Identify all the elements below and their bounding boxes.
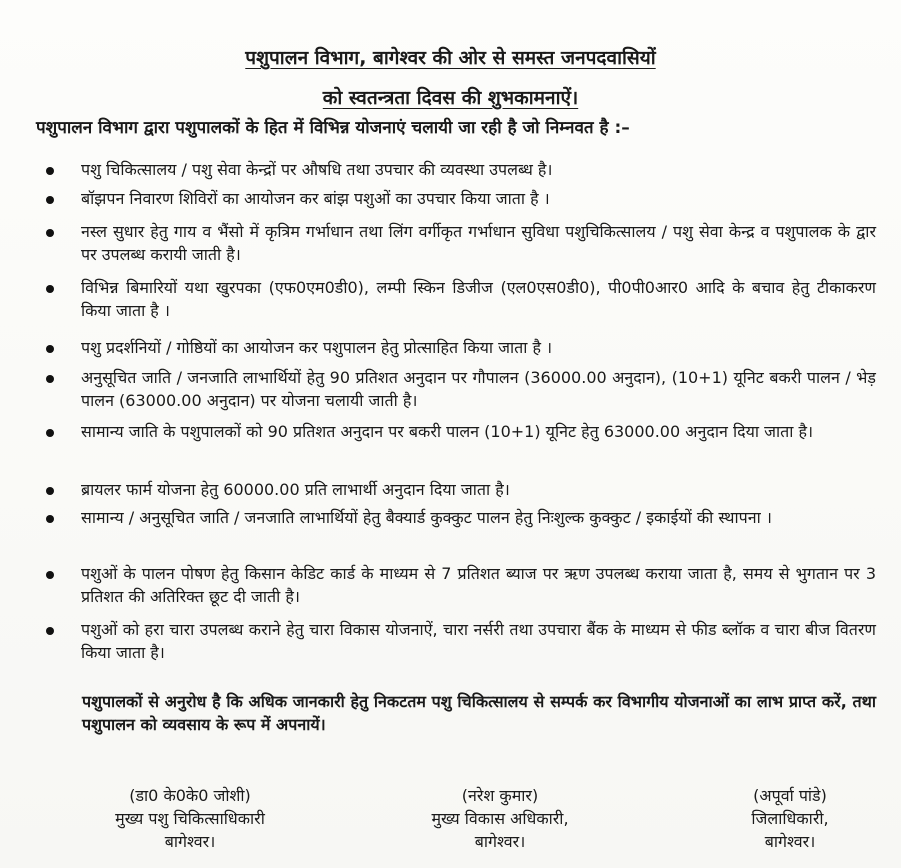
list-item (30, 366, 876, 412)
list-item (30, 276, 876, 322)
bullet-icon (46, 627, 54, 635)
list-item-text: नस्ल सुधार हेतु गाय व भैंसो में कृत्रिम गर्भाधान तथा लिंग वर्गीकृत गर्भाधान सुविधा पशुचिकित्सालय / पशु सेवा केन्द्र व पशुपालक के द्वार पर उपलब्ध करायी जाती है। (81, 222, 876, 264)
bullet-icon (46, 345, 54, 353)
bullet-icon (46, 167, 54, 175)
list-item (30, 478, 876, 501)
signatory-place: बागेश्वर। (764, 832, 816, 851)
list-item (30, 158, 876, 181)
bullet-icon (46, 375, 54, 383)
list-item-text: सामान्य जाति के पशुपालकों को 90 प्रतिशत अनुदान पर बकरी पालन (10+1) यूनिट हेतु 63000.00 अनुदान दिया जाता है। (81, 422, 814, 441)
signatory-name: (डा0 के0के0 जोशी) (129, 786, 251, 805)
list-item (30, 220, 876, 266)
signatory-block-cvo (80, 784, 300, 853)
bullet-icon (46, 429, 54, 437)
title-line-2 (0, 86, 901, 110)
bullet-icon (46, 196, 54, 204)
signatory-designation: जिलाधिकारी, (751, 809, 829, 828)
bullet-icon (46, 487, 54, 495)
signatory-name: (नरेश कुमार) (461, 786, 539, 805)
list-item (30, 506, 876, 529)
title-line-2-text: को स्वतन्त्रता दिवस की शुभकामनाऐं। (322, 87, 579, 109)
list-item-text: बॉझपन निवारण शिविरों का आयोजन कर बांझ पशुओं का उपचार किया जाता है । (81, 189, 550, 208)
title-line-1 (0, 46, 901, 70)
appeal-text: पशुपालकों से अनुरोध है कि अधिक जानकारी हेतु निकटतम पशु चिकित्सालय से सम्पर्क कर विभागीय योजनाओं का लाभ प्राप्त करें, तथा पशुपालन को व्यवसाय के रूप में अपनायें। (82, 692, 876, 734)
list-item-text: ब्रायलर फार्म योजना हेतु 60000.00 प्रति लाभार्थी अनुदान दिया जाता है। (81, 480, 510, 499)
list-item-text: पशुओं के पालन पोषण हेतु किसान केडिट कार्ड के माध्यम से 7 प्रतिशत ब्याज पर ऋण उपलब्ध कराया जाता है, समय से भुगतान पर 3 प्रतिशत की अतिरिक्त छूट दी जाती है। (81, 564, 876, 606)
list-item-text: पशुओं को हरा चारा उपलब्ध कराने हेतु चारा विकास योजनाऐं, चारा नर्सरी तथा उपचारा बैंक के माध्यम से फीड ब्लॉक व चारा बीज वितरण किया जाता है। (81, 620, 876, 662)
signatory-designation: मुख्य विकास अधिकारी, (431, 809, 569, 828)
list-item (30, 420, 876, 443)
list-item (30, 618, 876, 664)
list-item-text: अनुसूचित जाति / जनजाति लाभार्थियों हेतु 90 प्रतिशत अनुदान पर गौपालन (36000.00 अनुदान), (10+1) यूनिट बकरी पालन / भेड़ पालन (63000.00 अनुदान) पर योजना चलायी जाती है। (81, 368, 876, 410)
signatory-designation: मुख्य पशु चिकित्साधिकारी (115, 809, 265, 828)
list-item (30, 336, 876, 359)
signatory-name: (अपूर्वा पांडे) (753, 786, 827, 805)
list-item (30, 187, 876, 210)
signatory-block-dm (700, 784, 880, 853)
bullet-icon (46, 285, 54, 293)
bullet-icon (46, 229, 54, 237)
title-line-1-text: पशुपालन विभाग, बागेश्वर की ओर से समस्त जनपदवासियों (245, 47, 656, 69)
bullet-icon (46, 571, 54, 579)
list-item-text: सामान्य / अनुसूचित जाति / जनजाति लाभार्थियों हेतु बैक्यार्ड कुक्कुट पालन हेतु निःशुल्क कुक्कुट / इकाईयों की स्थापना । (81, 508, 772, 527)
list-item-text: पशु चिकित्सालय / पशु सेवा केन्द्रों पर औषधि तथा उपचार की व्यवस्था उपलब्ध है। (81, 160, 553, 179)
signatory-place: बागेश्वर। (164, 832, 216, 851)
signatory-block-cdo (390, 784, 610, 853)
list-item-text: विभिन्न बिमारियों यथा खुरपका (एफ0एम0डी0), लम्पी स्किन डिजीज (एल0एस0डी0), पी0पी0आर0 आदि के बचाव हेतु टीकाकरण किया जाता है । (81, 278, 876, 320)
bullet-icon (46, 515, 54, 523)
intro-text: पशुपालन विभाग द्वारा पशुपालकों के हित में विभिन्न योजनाएं चलायी जा रही है जो निम्नवत है :– (36, 118, 630, 138)
list-item-text: पशु प्रदर्शनियों / गोष्ठियों का आयोजन कर पशुपालन हेतु प्रोत्साहित किया जाता है । (81, 338, 553, 357)
signatory-place: बागेश्वर। (474, 832, 526, 851)
list-item (30, 562, 876, 608)
